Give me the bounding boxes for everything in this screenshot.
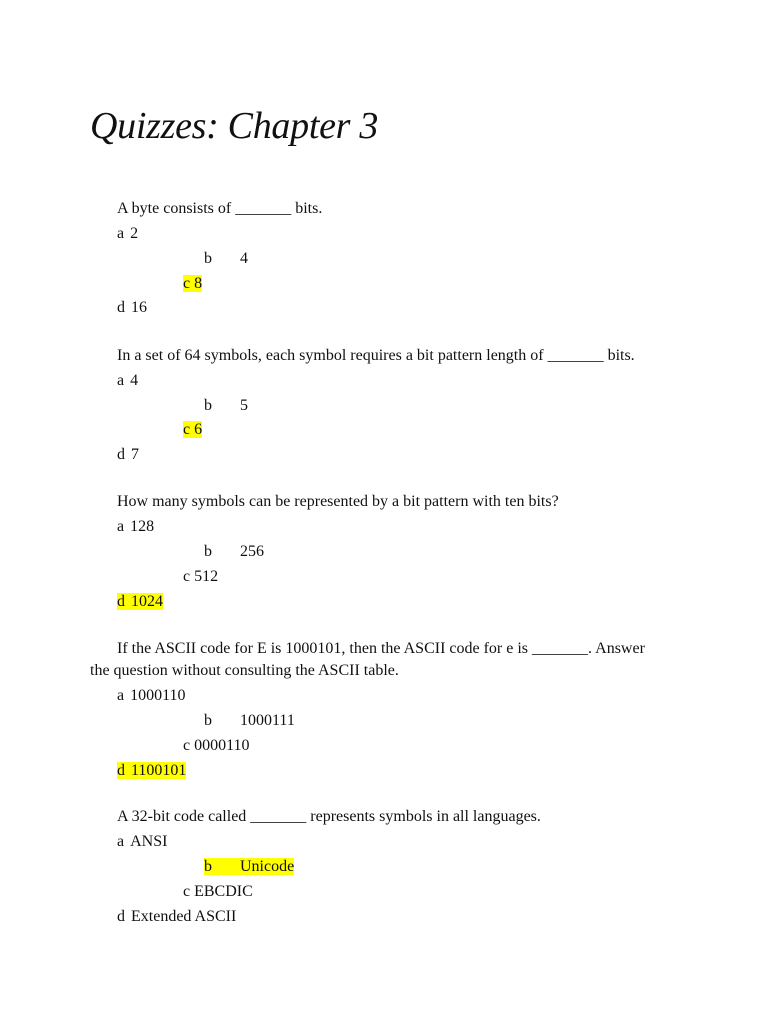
question-4-option-b: b 1000111	[204, 712, 295, 729]
question-2-option-b: b 5	[204, 397, 248, 414]
question-3-option-c: c 512	[183, 568, 219, 585]
answer-highlight: d 1100101	[117, 762, 187, 779]
question-3-text: How many symbols can be represented by a bit pattern with ten bits?	[117, 493, 559, 510]
question-4-option-c: c 0000110	[183, 737, 250, 754]
question-5-option-d: d Extended ASCII	[117, 908, 237, 925]
question-1-option-c	[183, 273, 202, 295]
answer-highlight: c 8	[183, 275, 203, 292]
question-4-option-a: a 1000110	[117, 687, 186, 704]
question-1-option-a: a 2	[117, 225, 139, 242]
question-5-option-c: c EBCDIC	[183, 883, 253, 900]
question-2-option-d: d 7	[117, 446, 139, 463]
question-1-option-d: d 16	[117, 299, 147, 316]
question-3-option-b: b 256	[204, 543, 264, 560]
question-3-option-d	[117, 591, 163, 613]
question-2-option-a: a 4	[117, 372, 139, 389]
page-title: Quizzes: Chapter 3	[90, 105, 379, 147]
question-2-option-c	[183, 419, 202, 441]
question-1-text: A byte consists of _______ bits.	[117, 200, 323, 217]
question-5-option-a: a ANSI	[117, 833, 168, 850]
question-4-option-d	[117, 760, 186, 782]
question-5-text: A 32-bit code called _______ represents symbols in all languages.	[117, 808, 541, 825]
question-1-option-b: b 4	[204, 250, 248, 267]
question-5-option-b	[204, 856, 294, 878]
answer-highlight: b Unicode	[204, 858, 295, 875]
question-4-text-line-2: the question without consulting the ASCII table.	[90, 662, 399, 679]
question-4-text-line-1: If the ASCII code for E is 1000101, then the ASCII code for e is _______. Answer	[117, 640, 645, 657]
question-2-text: In a set of 64 symbols, each symbol requires a bit pattern length of _______ bits.	[117, 347, 635, 364]
question-3-option-a: a 128	[117, 518, 155, 535]
answer-highlight: d 1024	[117, 593, 163, 610]
answer-highlight: c 6	[183, 421, 203, 438]
